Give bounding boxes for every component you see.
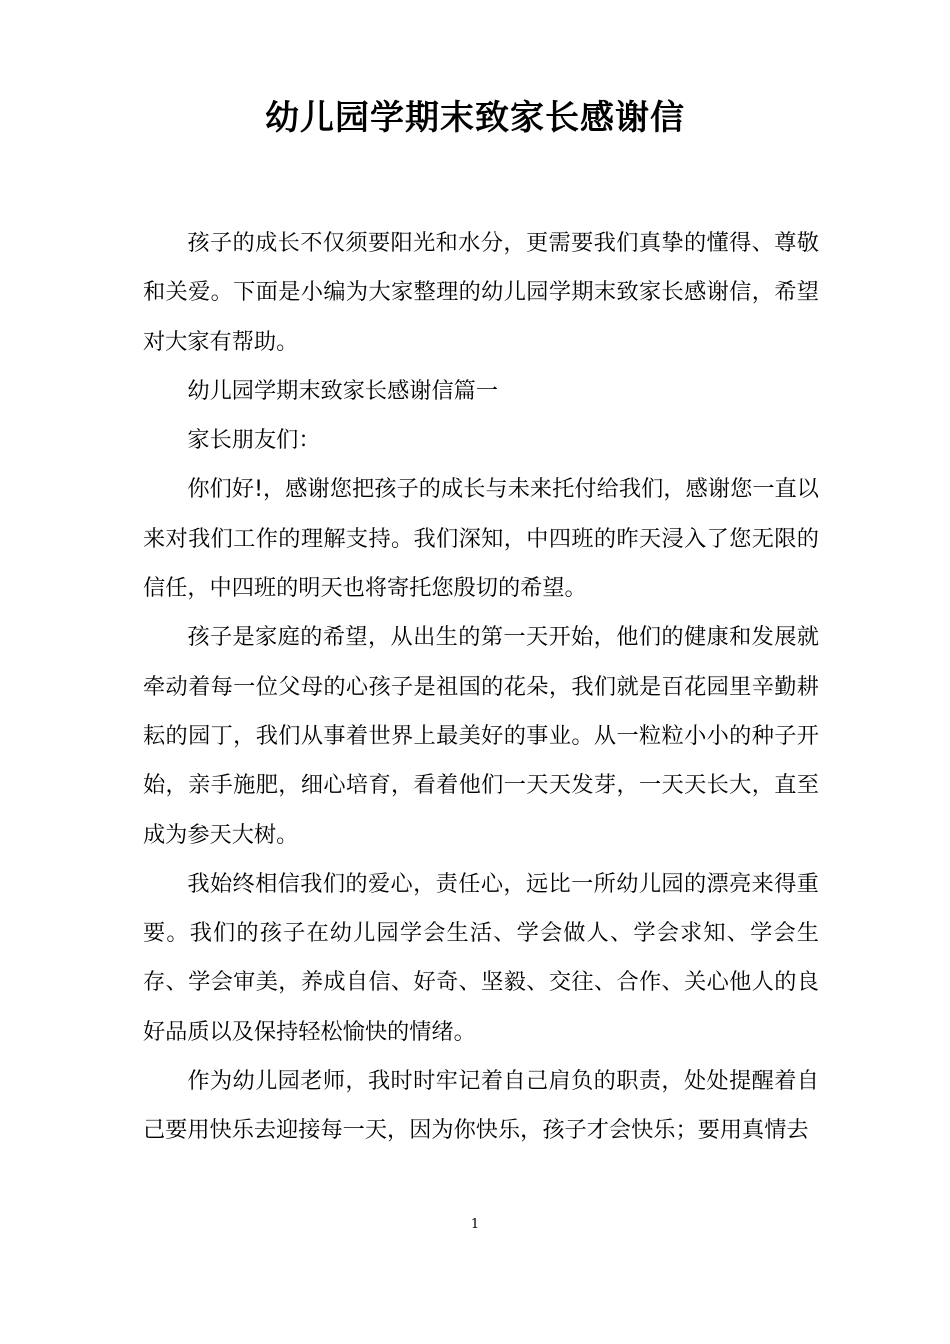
document-body: [143, 219, 819, 1156]
paragraph-belief: 我始终相信我们的爱心，责任心，远比一所幼儿园的漂亮来得重要。我们的孩子在幼儿园学会生活、学会做人、学会求知、学会生存、学会审美，养成自信、好奇、坚毅、交往、合作、关心他人的良好品质以及保持轻松愉快的情绪。: [143, 870, 819, 1045]
paragraph-teacher-duty: 作为幼儿园老师，我时时牢记着自己肩负的职责，处处提醒着自己要用快乐去迎接每一天，因为你快乐，孩子才会快乐；要用真情去: [143, 1068, 819, 1144]
page-number: 1: [470, 1217, 480, 1232]
paragraph-salutation: 家长朋友们：: [187, 427, 321, 454]
paragraph-hope: 孩子是家庭的希望，从出生的第一天开始，他们的健康和发展就牵动着每一位父母的心孩子是祖国的花朵，我们就是百花园里辛勤耕耘的园丁，我们从事着世界上最美好的事业。从一粒粒小小的种子开始，亲手施肥，细心培育，看着他们一天天发芽，一天天长大，直至成为参天大树。: [143, 624, 819, 848]
document-title: 幼儿园学期末致家长感谢信: [265, 98, 685, 138]
paragraph-intro: 孩子的成长不仅须要阳光和水分，更需要我们真挚的懂得、尊敬和关爱。下面是小编为大家整理的幼儿园学期末致家长感谢信，希望对大家有帮助。: [143, 230, 819, 355]
paragraph-section-heading: 幼儿园学期末致家长感谢信篇一: [187, 377, 499, 404]
paragraph-greeting: 你们好!，感谢您把孩子的成长与未来托付给我们，感谢您一直以来对我们工作的理解支持。我们深知，中四班的昨天浸入了您无限的信任，中四班的明天也将寄托您殷切的希望。: [143, 476, 819, 602]
